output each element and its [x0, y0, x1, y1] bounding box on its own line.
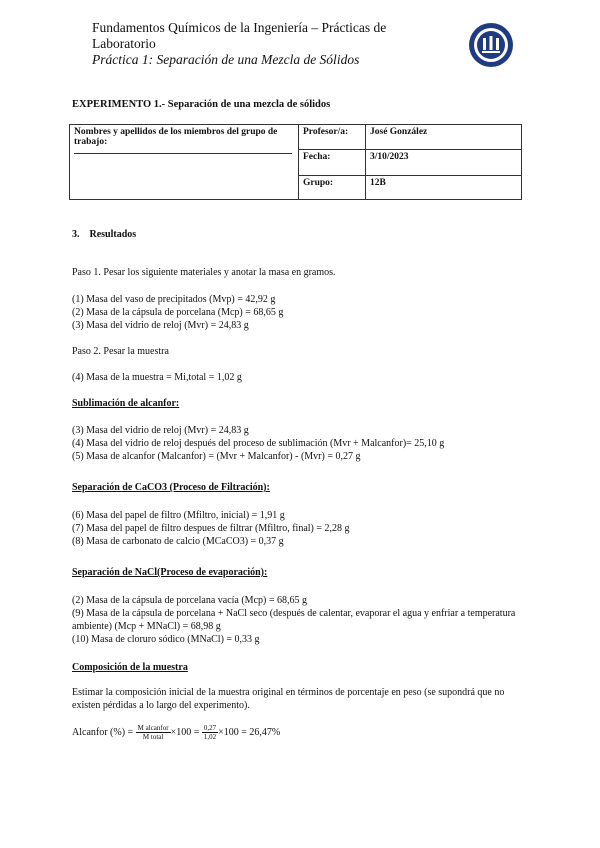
list-item: (10) Masa de cloruro sódico (MNaCl) = 0,33 g — [72, 634, 260, 645]
list-item: (6) Masa del papel de filtro (Mfiltro, inicial) = 1,91 g — [72, 510, 285, 521]
header-subtitle: Práctica 1: Separación de una Mezcla de Sólidos — [92, 52, 360, 67]
sublimation-list — [72, 424, 522, 463]
document-header — [92, 20, 392, 68]
group-info-table — [69, 124, 522, 200]
list-item: (2) Masa de la cápsula de porcelana vacía (Mcp) = 68,65 g — [72, 595, 307, 606]
members-underline — [74, 153, 292, 154]
members-cell — [70, 125, 299, 200]
filtration-list — [72, 509, 522, 548]
list-item: (9) Masa de la cápsula de porcelana + NaCl seco (después de calentar, evaporar el agua y enfriar a temperatura ambiente) (Mcp + MNaCl) = 68,98 g — [72, 608, 516, 632]
list-item: (3) Masa del vidrio de reloj (Mvr) = 24,83 g — [72, 425, 249, 436]
step-2-text: Paso 2. Pesar la muestra — [72, 346, 169, 357]
formula-numerator: M alcanfor — [137, 724, 169, 732]
composition-formula — [72, 724, 522, 741]
formula-numerator-value: 0,27 — [203, 724, 217, 732]
list-item: (2) Masa de la cápsula de porcelana (Mcp) = 68,65 g — [72, 307, 284, 318]
list-item: (3) Masa del vidrio de reloj (Mvr) = 24,83 g — [72, 320, 249, 331]
list-item: (8) Masa de carbonato de calcio (MCaCO3) = 0,37 g — [72, 536, 284, 547]
fecha-value: 3/10/2023 — [366, 150, 522, 176]
experiment-title: EXPERIMENTO 1.- Separación de una mezcla de sólidos — [72, 99, 331, 110]
list-item: (1) Masa del vaso de precipitados (Mvp) = 42,92 g — [72, 294, 276, 305]
formula-lhs: Alcanfor (%) = — [72, 726, 136, 738]
grupo-value: 12B — [366, 176, 522, 200]
header-title: Fundamentos Químicos de la Ingeniería – Prácticas de Laboratorio — [92, 20, 387, 51]
formula-fraction-symbolic — [136, 724, 171, 741]
sublimation-heading: Sublimación de alcanfor: — [72, 398, 180, 409]
section-title: 3. Resultados — [72, 229, 137, 240]
formula-multiply: ×100 = — [170, 726, 202, 738]
formula-fraction-numeric — [202, 724, 218, 741]
formula-result: ×100 = 26,47% — [218, 726, 281, 738]
measurements-list — [72, 293, 522, 332]
step-1-text: Paso 1. Pesar los siguiente materiales y anotar la masa en gramos. — [72, 267, 336, 278]
sample-mass: (4) Masa de la muestra = Mi,total = 1,02 g — [72, 372, 242, 383]
university-seal-logo — [468, 22, 514, 68]
evaporation-heading: Separación de NaCl(Proceso de evaporación): — [72, 567, 268, 578]
list-item: (5) Masa de alcanfor (Malcanfor) = (Mvr + Malcanfor) - (Mvr) = 0,27 g — [72, 451, 361, 462]
profesor-label: Profesor/a: — [299, 125, 366, 150]
composition-heading: Composición de la muestra — [72, 662, 188, 673]
filtration-heading: Separación de CaCO3 (Proceso de Filtración): — [72, 482, 270, 493]
members-label: Nombres y apellidos de los miembros del grupo de trabajo: — [74, 127, 278, 147]
evaporation-list — [72, 594, 522, 646]
list-item: (4) Masa del vidrio de reloj después del proceso de sublimación (Mvr + Malcanfor)= 25,10 g — [72, 438, 445, 449]
grupo-label: Grupo: — [299, 176, 366, 200]
formula-denominator: M total — [142, 733, 164, 741]
fecha-label: Fecha: — [299, 150, 366, 176]
profesor-value: José González — [366, 125, 522, 150]
composition-text: Estimar la composición inicial de la muestra original en términos de porcentaje en peso (se supondrá que no existen pérdidas a lo largo del experimento). — [72, 687, 505, 711]
list-item: (7) Masa del papel de filtro despues de filtrar (Mfiltro, final) = 2,28 g — [72, 523, 350, 534]
formula-denominator-value: 1,02 — [203, 733, 217, 741]
